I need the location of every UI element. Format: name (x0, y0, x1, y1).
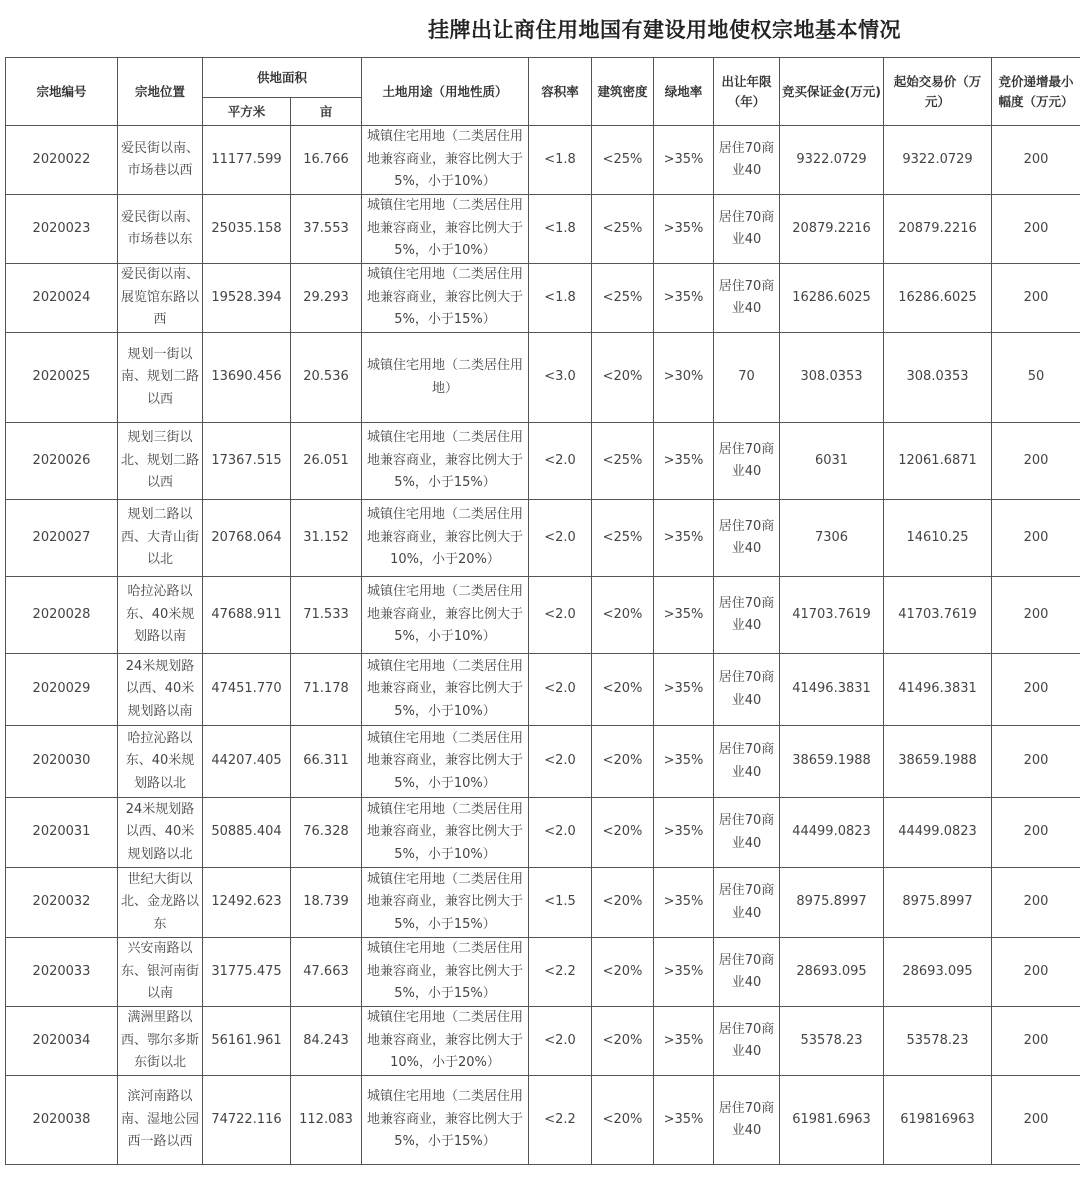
cell-deposit: 20879.2216 (780, 195, 884, 264)
header-id: 宗地编号 (6, 58, 118, 126)
cell-increment: 200 (992, 868, 1080, 938)
cell-deposit: 6031 (780, 423, 884, 500)
cell-far: <2.2 (529, 938, 592, 1007)
cell-density: <20% (592, 1076, 654, 1165)
cell-increment: 200 (992, 423, 1080, 500)
cell-green: >35% (654, 654, 714, 726)
cell-density: <20% (592, 654, 654, 726)
cell-green: >35% (654, 938, 714, 1007)
cell-green: >35% (654, 1007, 714, 1076)
cell-density: <20% (592, 726, 654, 798)
cell-far: <2.0 (529, 577, 592, 654)
cell-location: 兴安南路以东、银河南街以南 (118, 938, 203, 1007)
cell-density: <20% (592, 1007, 654, 1076)
cell-start-price: 9322.0729 (884, 126, 992, 195)
cell-term: 居住70商业40 (714, 1007, 780, 1076)
cell-id: 2020022 (6, 126, 118, 195)
cell-id: 2020038 (6, 1076, 118, 1165)
cell-deposit: 61981.6963 (780, 1076, 884, 1165)
cell-far: <2.2 (529, 1076, 592, 1165)
cell-deposit: 41496.3831 (780, 654, 884, 726)
cell-green: >35% (654, 798, 714, 868)
table-row (6, 726, 1080, 798)
cell-area-sqm: 13690.456 (203, 333, 291, 423)
cell-area-sqm: 56161.961 (203, 1007, 291, 1076)
table-row (6, 798, 1080, 868)
cell-far: <2.0 (529, 726, 592, 798)
cell-green: >35% (654, 868, 714, 938)
cell-term: 居住70商业40 (714, 500, 780, 577)
cell-increment: 200 (992, 577, 1080, 654)
cell-id: 2020023 (6, 195, 118, 264)
cell-start-price: 20879.2216 (884, 195, 992, 264)
cell-density: <20% (592, 577, 654, 654)
cell-location: 世纪大街以北、金龙路以东 (118, 868, 203, 938)
cell-area-sqm: 12492.623 (203, 868, 291, 938)
cell-green: >35% (654, 1076, 714, 1165)
cell-far: <2.0 (529, 500, 592, 577)
table-row (6, 333, 1080, 423)
cell-location: 爱民街以南、市场巷以西 (118, 126, 203, 195)
cell-far: <1.8 (529, 195, 592, 264)
cell-area-mu: 71.178 (291, 654, 362, 726)
header-start-price: 起始交易价（万元） (884, 58, 992, 126)
cell-id: 2020031 (6, 798, 118, 868)
cell-green: >35% (654, 577, 714, 654)
cell-green: >30% (654, 333, 714, 423)
cell-density: <25% (592, 195, 654, 264)
cell-increment: 200 (992, 1076, 1080, 1165)
cell-id: 2020032 (6, 868, 118, 938)
table-row (6, 868, 1080, 938)
cell-deposit: 9322.0729 (780, 126, 884, 195)
cell-term: 居住70商业40 (714, 126, 780, 195)
land-parcel-table (5, 57, 1080, 1165)
cell-term: 居住70商业40 (714, 423, 780, 500)
cell-start-price: 12061.6871 (884, 423, 992, 500)
cell-density: <20% (592, 868, 654, 938)
cell-location: 满洲里路以西、鄂尔多斯东街以北 (118, 1007, 203, 1076)
header-far: 容积率 (529, 58, 592, 126)
cell-density: <25% (592, 126, 654, 195)
table-row (6, 195, 1080, 264)
cell-increment: 200 (992, 126, 1080, 195)
cell-far: <3.0 (529, 333, 592, 423)
cell-far: <2.0 (529, 1007, 592, 1076)
cell-area-mu: 112.083 (291, 1076, 362, 1165)
cell-increment: 200 (992, 195, 1080, 264)
cell-id: 2020034 (6, 1007, 118, 1076)
cell-far: <2.0 (529, 654, 592, 726)
cell-far: <2.0 (529, 798, 592, 868)
cell-use: 城镇住宅用地（二类居住用地兼容商业，兼容比例大于5%，小于10%） (362, 126, 529, 195)
cell-area-mu: 47.663 (291, 938, 362, 1007)
cell-increment: 200 (992, 938, 1080, 1007)
header-term: 出让年限（年） (714, 58, 780, 126)
cell-id: 2020028 (6, 577, 118, 654)
cell-term: 居住70商业40 (714, 798, 780, 868)
cell-green: >35% (654, 264, 714, 333)
cell-start-price: 41496.3831 (884, 654, 992, 726)
cell-area-mu: 84.243 (291, 1007, 362, 1076)
cell-increment: 200 (992, 1007, 1080, 1076)
cell-id: 2020026 (6, 423, 118, 500)
cell-deposit: 28693.095 (780, 938, 884, 1007)
cell-use: 城镇住宅用地（二类居住用地兼容商业，兼容比例大于5%，小于15%） (362, 423, 529, 500)
cell-density: <20% (592, 333, 654, 423)
cell-term: 居住70商业40 (714, 195, 780, 264)
cell-location: 规划三街以北、规划二路以西 (118, 423, 203, 500)
cell-location: 爱民街以南、展览馆东路以西 (118, 264, 203, 333)
table-row (6, 1007, 1080, 1076)
cell-density: <25% (592, 500, 654, 577)
cell-deposit: 8975.8997 (780, 868, 884, 938)
cell-use: 城镇住宅用地（二类居住用地兼容商业，兼容比例大于5%，小于10%） (362, 798, 529, 868)
cell-increment: 50 (992, 333, 1080, 423)
cell-area-mu: 37.553 (291, 195, 362, 264)
cell-id: 2020027 (6, 500, 118, 577)
cell-far: <1.8 (529, 126, 592, 195)
cell-location: 规划二路以西、大青山街以北 (118, 500, 203, 577)
header-area-sqm: 平方米 (203, 98, 291, 126)
cell-location: 哈拉沁路以东、40米规划路以南 (118, 577, 203, 654)
cell-deposit: 44499.0823 (780, 798, 884, 868)
cell-term: 70 (714, 333, 780, 423)
cell-area-mu: 71.533 (291, 577, 362, 654)
cell-increment: 200 (992, 726, 1080, 798)
table-row (6, 423, 1080, 500)
cell-green: >35% (654, 195, 714, 264)
cell-area-mu: 76.328 (291, 798, 362, 868)
cell-use: 城镇住宅用地（二类居住用地兼容商业，兼容比例大于5%，小于15%） (362, 1076, 529, 1165)
cell-green: >35% (654, 423, 714, 500)
cell-location: 24米规划路以西、40米规划路以南 (118, 654, 203, 726)
cell-area-sqm: 47451.770 (203, 654, 291, 726)
cell-use: 城镇住宅用地（二类居住用地兼容商业，兼容比例大于5%，小于10%） (362, 577, 529, 654)
cell-term: 居住70商业40 (714, 726, 780, 798)
cell-deposit: 38659.1988 (780, 726, 884, 798)
cell-use: 城镇住宅用地（二类居住用地兼容商业，兼容比例大于5%，小于10%） (362, 654, 529, 726)
cell-area-sqm: 19528.394 (203, 264, 291, 333)
cell-density: <25% (592, 264, 654, 333)
cell-increment: 200 (992, 654, 1080, 726)
cell-area-mu: 31.152 (291, 500, 362, 577)
cell-start-price: 308.0353 (884, 333, 992, 423)
cell-deposit: 53578.23 (780, 1007, 884, 1076)
table-row (6, 938, 1080, 1007)
cell-start-price: 619816963 (884, 1076, 992, 1165)
cell-location: 爱民街以南、市场巷以东 (118, 195, 203, 264)
cell-use: 城镇住宅用地（二类居住用地） (362, 333, 529, 423)
table-row (6, 126, 1080, 195)
cell-far: <2.0 (529, 423, 592, 500)
cell-term: 居住70商业40 (714, 654, 780, 726)
cell-area-sqm: 20768.064 (203, 500, 291, 577)
cell-far: <1.8 (529, 264, 592, 333)
header-deposit: 竞买保证金(万元) (780, 58, 884, 126)
cell-area-mu: 20.536 (291, 333, 362, 423)
header-increment: 竞价递增最小幅度（万元） (992, 58, 1080, 126)
cell-increment: 200 (992, 264, 1080, 333)
cell-deposit: 7306 (780, 500, 884, 577)
cell-area-mu: 16.766 (291, 126, 362, 195)
cell-far: <1.5 (529, 868, 592, 938)
cell-location: 规划一街以南、规划二路以西 (118, 333, 203, 423)
header-green: 绿地率 (654, 58, 714, 126)
cell-term: 居住70商业40 (714, 938, 780, 1007)
cell-area-mu: 66.311 (291, 726, 362, 798)
cell-term: 居住70商业40 (714, 264, 780, 333)
cell-use: 城镇住宅用地（二类居住用地兼容商业，兼容比例大于5%，小于10%） (362, 195, 529, 264)
cell-area-sqm: 31775.475 (203, 938, 291, 1007)
cell-density: <20% (592, 938, 654, 1007)
header-location: 宗地位置 (118, 58, 203, 126)
cell-increment: 200 (992, 798, 1080, 868)
table-row (6, 500, 1080, 577)
cell-location: 哈拉沁路以东、40米规划路以北 (118, 726, 203, 798)
cell-term: 居住70商业40 (714, 577, 780, 654)
cell-deposit: 16286.6025 (780, 264, 884, 333)
cell-green: >35% (654, 126, 714, 195)
cell-location: 滨河南路以南、湿地公园西一路以西 (118, 1076, 203, 1165)
cell-start-price: 53578.23 (884, 1007, 992, 1076)
cell-deposit: 308.0353 (780, 333, 884, 423)
cell-start-price: 14610.25 (884, 500, 992, 577)
table-row (6, 654, 1080, 726)
cell-area-mu: 26.051 (291, 423, 362, 500)
cell-green: >35% (654, 500, 714, 577)
cell-term: 居住70商业40 (714, 1076, 780, 1165)
cell-start-price: 28693.095 (884, 938, 992, 1007)
cell-id: 2020024 (6, 264, 118, 333)
table-row (6, 577, 1080, 654)
header-use: 土地用途（用地性质） (362, 58, 529, 126)
header-density: 建筑密度 (592, 58, 654, 126)
cell-area-sqm: 11177.599 (203, 126, 291, 195)
cell-deposit: 41703.7619 (780, 577, 884, 654)
cell-use: 城镇住宅用地（二类居住用地兼容商业，兼容比例大于10%，小于20%） (362, 1007, 529, 1076)
document-title: 挂牌出让商住用地国有建设用地使权宗地基本情况 (428, 18, 901, 42)
cell-id: 2020025 (6, 333, 118, 423)
cell-area-mu: 18.739 (291, 868, 362, 938)
cell-area-sqm: 47688.911 (203, 577, 291, 654)
cell-area-mu: 29.293 (291, 264, 362, 333)
table-row (6, 264, 1080, 333)
cell-increment: 200 (992, 500, 1080, 577)
cell-location: 24米规划路以西、40米规划路以北 (118, 798, 203, 868)
cell-id: 2020033 (6, 938, 118, 1007)
cell-density: <25% (592, 423, 654, 500)
cell-green: >35% (654, 726, 714, 798)
cell-start-price: 41703.7619 (884, 577, 992, 654)
cell-area-sqm: 25035.158 (203, 195, 291, 264)
header-area: 供地面积 (203, 58, 362, 98)
cell-use: 城镇住宅用地（二类居住用地兼容商业，兼容比例大于5%，小于10%） (362, 726, 529, 798)
cell-area-sqm: 44207.405 (203, 726, 291, 798)
cell-area-sqm: 50885.404 (203, 798, 291, 868)
cell-start-price: 16286.6025 (884, 264, 992, 333)
cell-area-sqm: 74722.116 (203, 1076, 291, 1165)
cell-start-price: 38659.1988 (884, 726, 992, 798)
cell-id: 2020030 (6, 726, 118, 798)
cell-use: 城镇住宅用地（二类居住用地兼容商业，兼容比例大于10%，小于20%） (362, 500, 529, 577)
cell-start-price: 44499.0823 (884, 798, 992, 868)
cell-start-price: 8975.8997 (884, 868, 992, 938)
cell-id: 2020029 (6, 654, 118, 726)
cell-use: 城镇住宅用地（二类居住用地兼容商业，兼容比例大于5%，小于15%） (362, 264, 529, 333)
cell-density: <20% (592, 798, 654, 868)
header-area-mu: 亩 (291, 98, 362, 126)
cell-use: 城镇住宅用地（二类居住用地兼容商业，兼容比例大于5%，小于15%） (362, 868, 529, 938)
table-row (6, 1076, 1080, 1165)
cell-use: 城镇住宅用地（二类居住用地兼容商业，兼容比例大于5%，小于15%） (362, 938, 529, 1007)
cell-area-sqm: 17367.515 (203, 423, 291, 500)
cell-term: 居住70商业40 (714, 868, 780, 938)
